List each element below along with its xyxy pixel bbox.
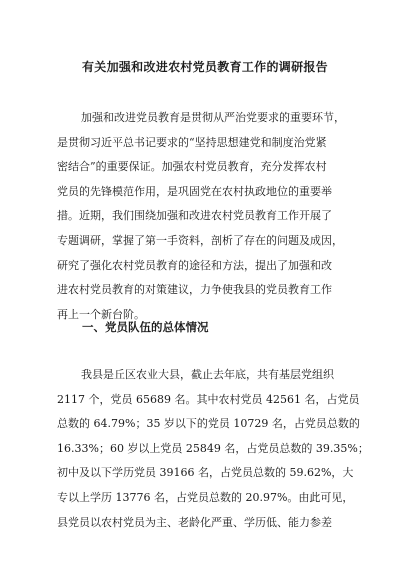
section1-line: 我县是丘区农业大县，截止去年底，共有基层党组织 bbox=[81, 368, 334, 381]
section1-line: 总数的 64.79%；35 岁以下的党员 10729 名，占党员总数的 bbox=[57, 417, 360, 431]
intro-line: 措。近期，我们围绕加强和改进农村党员教育工作开展了 bbox=[57, 209, 332, 223]
intro-line: 是贯彻习近平总书记要求的“坚持思想建党和制度治党紧 bbox=[57, 135, 327, 149]
intro-line: 党员的先锋模范作用，是巩固党在农村执政地位的重要举 bbox=[57, 184, 332, 198]
section1-line: 县党员以农村党员为主、老龄化严重、学历低、能力参差 bbox=[57, 515, 332, 529]
section1-line: 16.33%；60 岁以上党员 25849 名，占党员总数的 39.35%； bbox=[57, 441, 369, 455]
intro-line: 再上一个新台阶。 bbox=[57, 307, 145, 321]
section1-line: 2117 个，党员 65689 名。其中农村党员 42561 名，占党员 bbox=[57, 392, 360, 406]
intro-line: 密结合”的重要保证。加强农村党员教育，充分发挥农村 bbox=[57, 160, 327, 174]
intro-paragraph bbox=[57, 106, 357, 327]
section-heading: 一、党员队伍的总体情况 bbox=[82, 320, 209, 334]
intro-line: 研究了强化农村党员教育的途径和方法，提出了加强和改 bbox=[57, 258, 332, 272]
intro-line: 专题调研，掌握了第一手资料，剖析了存在的问题及成因， bbox=[57, 233, 343, 247]
section1-line: 初中及以下学历党员 39166 名，占党员总数的 59.62%，大 bbox=[57, 466, 354, 480]
document-title: 有关加强和改进农村党员教育工作的调研报告 bbox=[81, 60, 328, 74]
section1-line: 专以上学历 13776 名，占党员总数的 20.97%。由此可见， bbox=[57, 490, 354, 504]
section1-paragraph bbox=[57, 363, 369, 535]
intro-line: 进农村党员教育的对策建议，力争使我县的党员教育工作 bbox=[57, 283, 332, 297]
intro-line: 加强和改进党员教育是贯彻从严治党要求的重要环节， bbox=[81, 111, 345, 124]
